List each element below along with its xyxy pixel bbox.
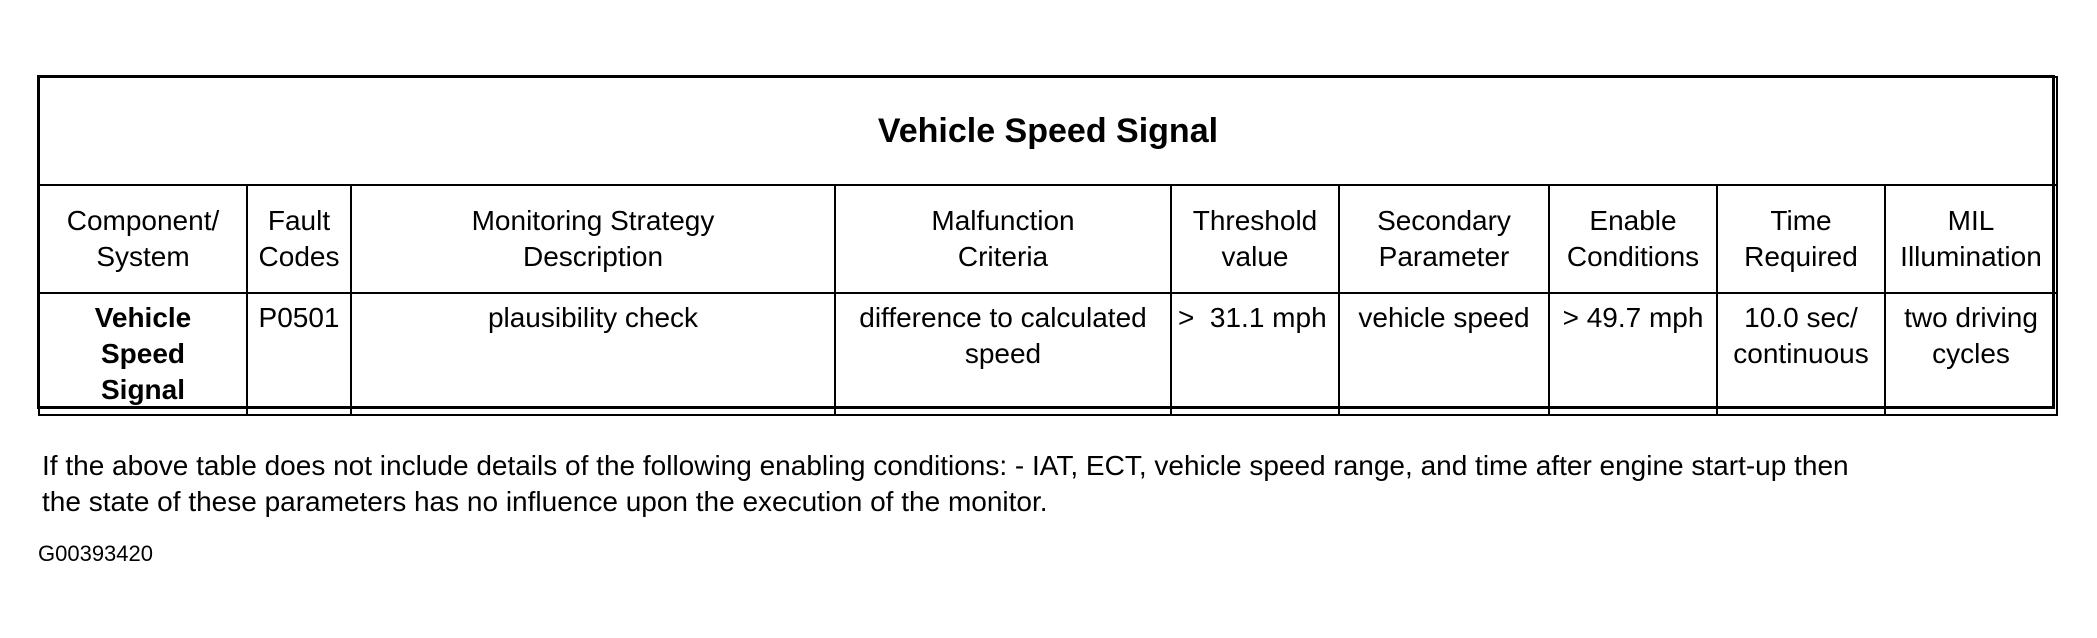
header-fault-codes: Fault Codes xyxy=(247,185,351,293)
cell-enable: > 49.7 mph xyxy=(1549,293,1717,415)
header-component: Component/ System xyxy=(39,185,247,293)
header-enable-conditions: Enable Conditions xyxy=(1549,185,1717,293)
document-id: G00393420 xyxy=(38,541,153,566)
header-malfunction-criteria: Malfunction Criteria xyxy=(835,185,1171,293)
table-title: Vehicle Speed Signal xyxy=(39,77,2057,185)
cell-fault-code: P0501 xyxy=(247,293,351,415)
cell-threshold: > 31.1 mph xyxy=(1171,293,1339,415)
header-threshold-value: Threshold value xyxy=(1171,185,1339,293)
monitor-table xyxy=(38,76,2058,416)
footnote-line-1: If the above table does not include details of the following enabling conditions: - IAT, ECT, vehicle speed range, and time after engine start-up then xyxy=(42,450,1849,481)
header-time-required: Time Required xyxy=(1717,185,1885,293)
header-secondary-parameter: Secondary Parameter xyxy=(1339,185,1549,293)
cell-secondary: vehicle speed xyxy=(1339,293,1549,415)
header-mil-illumination: MIL Illumination xyxy=(1885,185,2057,293)
cell-strategy: plausibility check xyxy=(351,293,835,415)
header-monitoring-strategy: Monitoring Strategy Description xyxy=(351,185,835,293)
header-row xyxy=(39,185,2057,293)
cell-time: 10.0 sec/ continuous xyxy=(1717,293,1885,415)
footnote-line-2: the state of these parameters has no influence upon the execution of the monitor. xyxy=(42,486,1048,517)
table-row xyxy=(39,293,2057,415)
cell-criteria: difference to calculated speed xyxy=(835,293,1171,415)
cell-mil: two driving cycles xyxy=(1885,293,2057,415)
cell-component: Vehicle Speed Signal xyxy=(39,293,247,415)
footnote xyxy=(42,448,2042,520)
